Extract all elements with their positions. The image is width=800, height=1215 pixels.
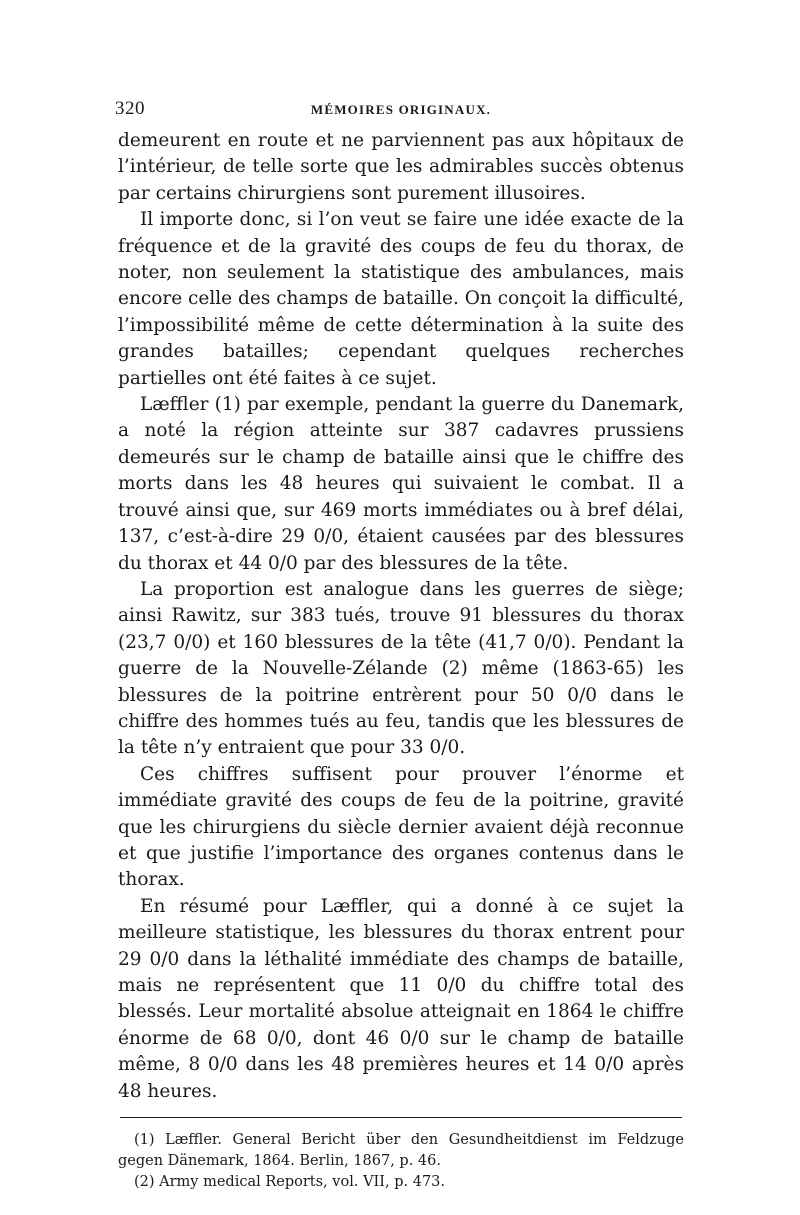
paragraph: La proportion est analogue dans les guerres de siège; ainsi Rawitz, sur 383 tués, trouve 91 blessures du thorax (23,7 0/0) et 160 blessures de la tête (41,7 0/0). Pendant la guerre de la Nouvelle-Zélande (2) même (1863-65) les blessures de la poitrine entrèrent pour 50 0/0 dans le chiffre des hommes tués au feu, tandis que les blessures de la tête n’y entraient que pour 33 0/0. bbox=[118, 578, 684, 759]
footnote: (1) Læffler. General Bericht über den Gesundheitdienst im Feldzuge gegen Dänemark, 1864. Berlin, 1867, p. 46. bbox=[118, 1132, 684, 1170]
paragraph: Il importe donc, si l’on veut se faire une idée exacte de la fréquence et de la gravité des coups de feu du thorax, de noter, non seulement la statistique des ambulances, mais encore celle des champs de bataille. On conçoit la difficulté, l’impossibilité même de cette détermination à la suite des grandes batailles; cependant quelques recherches partielles ont été faites à ce sujet. bbox=[118, 209, 684, 389]
body-text bbox=[118, 128, 684, 1105]
paragraph: Ces chiffres suffisent pour prouver l’énorme et immédiate gravité des coups de feu de la poitrine, gravité que les chirurgiens du siècle dernier avaient déjà reconnue et que justifie l’importance des organes contenus dans le thorax. bbox=[118, 763, 684, 891]
page bbox=[115, 98, 684, 1193]
running-title: MÉMOIRES ORIGINAUX. bbox=[310, 102, 492, 117]
page-number: 320 bbox=[115, 98, 145, 119]
page-header bbox=[115, 98, 684, 120]
footnote-separator bbox=[120, 1117, 682, 1118]
paragraph: Læffler (1) par exemple, pendant la guerre du Danemark, a noté la région atteinte sur 387 cadavres prussiens demeurés sur le champ de bataille ainsi que le chiffre des morts dans les 48 heures qui suivaient le combat. Il a trouvé ainsi que, sur 469 morts immédiates ou à bref délai, 137, c’est-à-dire 29 0/0, étaient causées par des blessures du thorax et 44 0/0 par des blessures de la tête. bbox=[118, 394, 684, 574]
paragraph: demeurent en route et ne parviennent pas aux hôpitaux de l’intérieur, de telle sorte que les admirables succès obtenus par certains chirurgiens sont purement illusoires. bbox=[118, 130, 684, 204]
footnotes bbox=[118, 1130, 684, 1193]
footnote: (2) Army medical Reports, vol. VII, p. 473. bbox=[134, 1174, 445, 1191]
paragraph: En résumé pour Læffler, qui a donné à ce sujet la meilleure statistique, les blessures du thorax entrent pour 29 0/0 dans la léthalité immédiate des champs de bataille, mais ne représentent que 11 0/0 du chiffre total des blessés. Leur mortalité absolue atteignait en 1864 le chiffre énorme de 68 0/0, dont 46 0/0 sur le champ de bataille même, 8 0/0 dans les 48 premières heures et 14 0/0 après 48 heures. bbox=[118, 895, 684, 1102]
